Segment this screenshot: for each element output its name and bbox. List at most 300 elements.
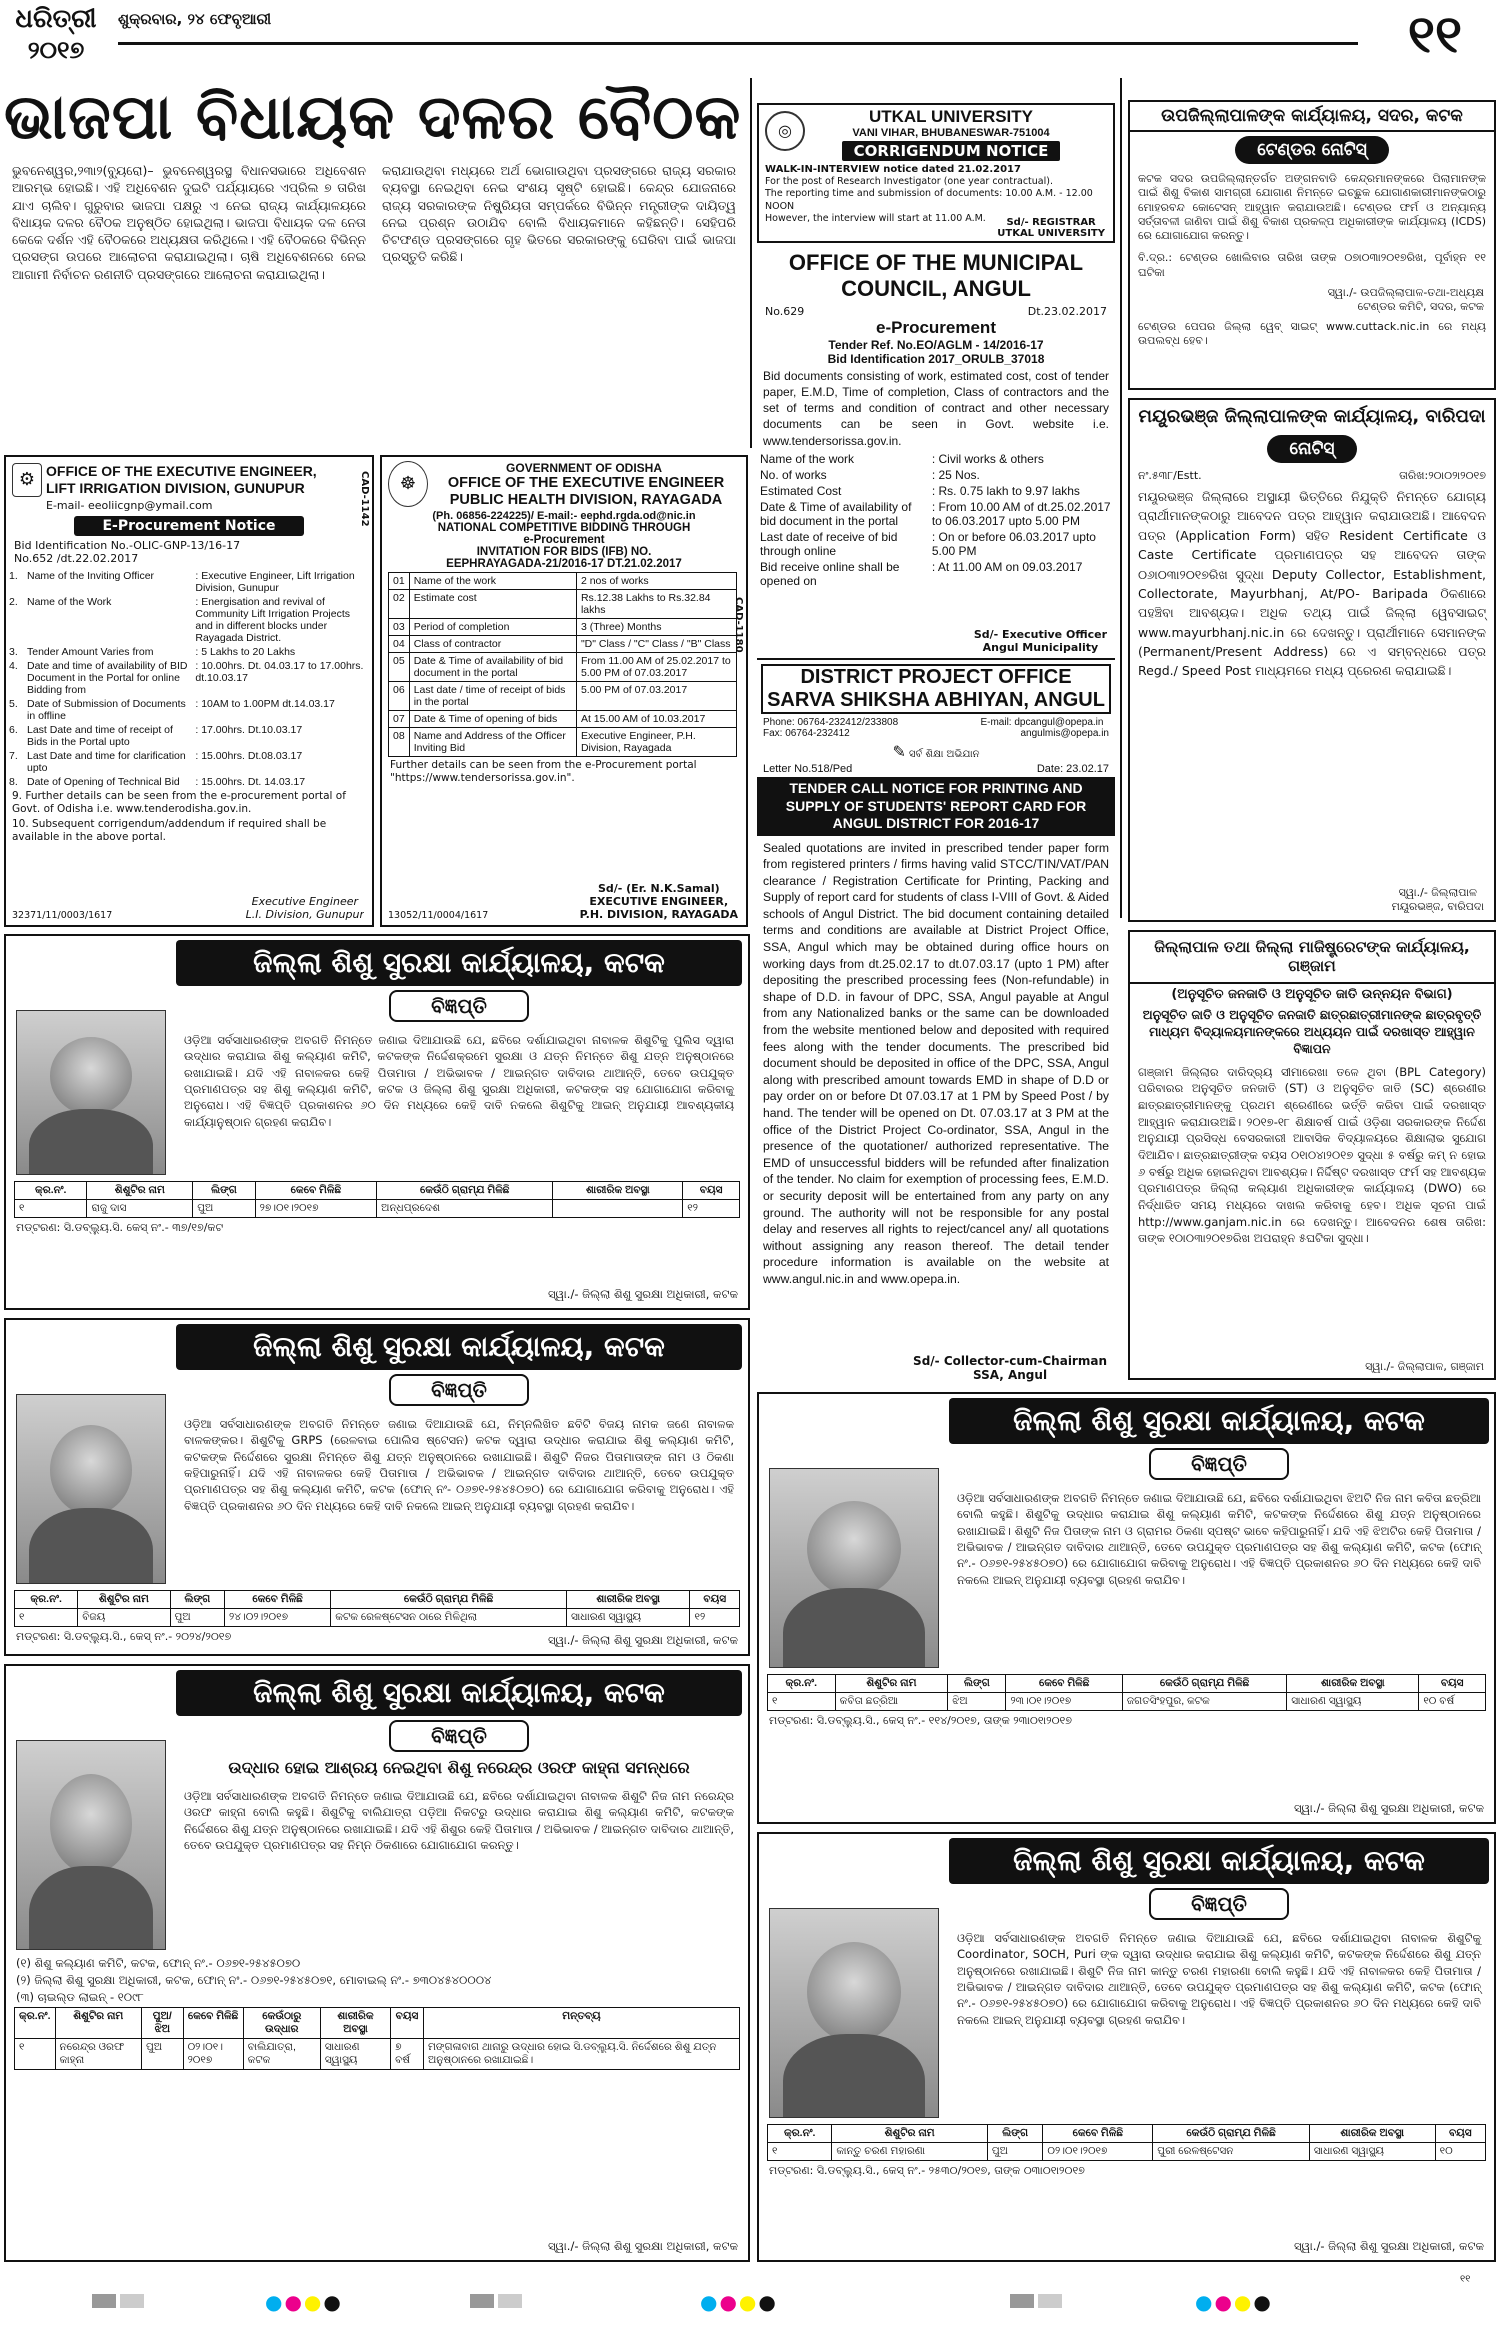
table-header: ଶିଶୁଟିର ନାମ	[55, 2008, 142, 2039]
utkal-l3: The reporting time and submission of documents: 10.00 A.M. - 12.00 NOON	[765, 188, 1093, 212]
mb-sig1: ସ୍ୱା./- ଜିଲ୍ଲାପାଳ	[1398, 886, 1477, 899]
gj-sub: (ଅନୁସୂଚିତ ଜନଜାତି ଓ ଅନୁସୂଚିତ ଜାତି ଉନ୍ନୟନ ବିଭାଗ)	[1171, 987, 1453, 1002]
table-header-row	[15, 2008, 740, 2039]
table-header: କ୍ର.ନଂ.	[768, 2125, 832, 2143]
table-cell: : Civil works & others	[931, 451, 1044, 466]
child-ad-table	[14, 1590, 740, 1627]
table-row	[6, 569, 372, 595]
notice-gunupur	[4, 455, 374, 927]
table-header: କେଉଁଠି ଗ୍ରାମ୍ଯ ମିଳିଛି	[1153, 2125, 1310, 2143]
table-cell: "D" Class / "C" Class / "B" Class	[576, 635, 737, 652]
child-ad-contact: (୧) ଶିଶୁ କଲ୍ୟାଣ କମିଟି, କଟକ, ଫୋନ୍ ନଂ.- ୦୬୭୧-୨୫୪୫୦୭୦	[16, 1956, 301, 1970]
angul-sub: e-Procurement	[876, 317, 996, 337]
ssa-date: Date: 23.02.17	[1036, 763, 1109, 775]
utkal-sig2: UTKAL UNIVERSITY	[997, 228, 1105, 239]
table-row	[6, 659, 372, 697]
table-row	[15, 1609, 740, 1627]
table-cell: Last date / time of receipt of bids in the portal	[409, 681, 576, 710]
table-row	[389, 618, 737, 635]
table-header: ଶାରୀରିକ ଅବସ୍ଥା	[1309, 2125, 1435, 2143]
child-ad-body: ଓଡ଼ିଆ ସର୍ବସାଧାରଣଙ୍କ ଅବଗତି ନିମନ୍ତେ ଜଣାଇ ଦିଆଯାଉଛି ଯେ, ଛବିରେ ଦର୍ଶାଯାଇଥିବା ଝିଅଟି ନିଜ ନାମ କବିତା ଛତ୍ରିଆ ବୋଲି କହୁଛି। ଶିଶୁଟିକୁ ଉଦ୍ଧାର କରାଯାଇ ଶିଶୁ କଲ୍ୟାଣ କମିଟି, କଟକଙ୍କ ନିର୍ଦ୍ଦେଶରେ ଶିଶୁ ଯତ୍ନ ଅନୁଷ୍ଠାନରେ ରଖାଯାଇଛି। ଶିଶୁଟି ନିଜ ପିତାଙ୍କ ନାମ ଓ ଗ୍ରାମର ଠିକଣା ସ୍ପଷ୍ଟ ଭାବେ କହିପାରୁନାହିଁ। ଯଦି ଏହି ଝିଅଟିର କେହି ପିତାମାତା / ଅଭିଭାବକ / ଆଇନ୍‌ଗତ ଦାବିଦାର ଥାଆନ୍ତି, ତେବେ ଉପଯୁକ୍ତ ପ୍ରମାଣପତ୍ର ସହ ଶିଶୁ କଲ୍ୟାଣ କମିଟି, କଟକ (ଫୋନ୍ ନଂ.- ୦୬୭୧-୨୫୪୫୦୭୦) ରେ ଯୋଗାଯୋଗ କରିବାକୁ ଅନୁରୋଧ। ଏହି ବିଜ୍ଞପ୍ତି ପ୍ରକାଶନର ୬୦ ଦିନ ମଧ୍ୟରେ କେହି ଦାବି ନକଲେ ଆଇନ୍‌ ଅନୁଯାୟୀ ବ୍ୟବସ୍ଥା ଗ୍ରହଣ କରାଯିବ।	[957, 1491, 1481, 1587]
paper-logo	[6, 2, 106, 68]
child-ad-signature: ସ୍ୱା./- ଜିଲ୍ଲା ଶିଶୁ ସୁରକ୍ଷା ଅଧିକାରୀ, କଟକ	[548, 1633, 738, 1647]
table-cell: ୧୦	[1435, 2143, 1485, 2161]
table-header: ବୟସ	[683, 1182, 740, 1200]
phd-sub3: INVITATION FOR BIDS (IFB) NO.	[476, 545, 652, 558]
table-cell: Executive Engineer, P.H. Division, Rayagada	[576, 727, 737, 756]
table-header: ଲିଙ୍ଗ	[987, 2125, 1043, 2143]
table-header: ବୟସ	[1435, 2125, 1485, 2143]
table-cell: 4.	[9, 659, 18, 672]
ssa-sig1: Sd/- Collector-cum-Chairman	[913, 1354, 1107, 1368]
child-ad-body: ଓଡ଼ିଆ ସର୍ବସାଧାରଣଙ୍କ ଅବଗତି ନିମନ୍ତେ ଜଣାଇ ଦିଆଯାଉଛି ଯେ, ଛବିରେ ଦର୍ଶାଯାଇଥିବା ନାବାଳକ ଶିଶୁଟିକୁ ପୁଲିସ ଦ୍ୱାରା ଉଦ୍ଧାର କରାଯାଇ ଶିଶୁ କଲ୍ୟାଣ କମିଟି, କଟକଙ୍କ ନିର୍ଦ୍ଦେଶକ୍ରମେ ସୁରକ୍ଷା ଓ ଯତ୍ନ ନିମନ୍ତେ ଶିଶୁ ଯତ୍ନ ଅନୁଷ୍ଠାନରେ ରଖାଯାଇଛି। ଯଦି ଏହି ନାବାଳକର କେହି ପିତାମାତା / ଅଭିଭାବକ / ଆଇନ୍‌ଗତ ଦାବିଦାର ଥାଆନ୍ତି, ତେବେ ଉପଯୁକ୍ତ ପ୍ରମାଣପତ୍ର ସହ ଶିଶୁ କଲ୍ୟାଣ କମିଟି, କଟକ ଓ ଜିଲ୍ଲା ଶିଶୁ ସୁରକ୍ଷା ଅଧିକାରୀ, କଟକଙ୍କ ସହ ଯୋଗାଯୋଗ କରିବାକୁ ଅନୁରୋଧ। ଏହି ବିଜ୍ଞପ୍ତି ପ୍ରକାଶନର ୬୦ ଦିନ ମଧ୍ୟରେ କେହି ଦାବି ନକଲେ ଶିଶୁଟିକୁ ଆଇନ୍‌ ଅନୁଯାୟୀ ଆବଶ୍ୟକୀୟ କାର୍ଯ୍ୟାନୁଷ୍ଠାନ ଗ୍ରହଣ କରାଯିବ।	[184, 1033, 734, 1129]
mb-no: ନଂ.୫୩୮/Estt.	[1138, 469, 1202, 482]
masthead-date: ଶୁକ୍ରବାର, ୨୪ ଫେବୃଆରୀ	[118, 10, 272, 28]
gunupur-code: 32371/11/0003/1617	[12, 910, 113, 921]
table-header: ଶିଶୁଟିର ନାମ	[87, 1182, 193, 1200]
table-cell: : On or before 06.03.2017 upto 5.00 PM	[931, 529, 1096, 558]
headline-title: ଭାଜପା ବିଧାୟକ ଦଳର ବୈଠକ	[4, 80, 742, 153]
child-ad-1	[4, 934, 750, 1310]
table-cell: 07	[389, 710, 410, 727]
notice-angul-municipal	[757, 248, 1115, 660]
reg-dots-2: ●●●●	[700, 2290, 778, 2312]
table-row	[757, 483, 1115, 499]
gunupur-bid: Bid Identification No.-OLIC-GNP-13/16-17	[14, 538, 241, 552]
table-header: କେବେ ମିଳିଛି	[255, 1182, 377, 1200]
utkal-logo: ◎	[765, 111, 805, 151]
table-cell: କଟକ ରେଳଷ୍ଟେସନ ଠାରେ ମିଳିଥିଲା	[331, 1609, 567, 1627]
ct-body: କଟକ ସଦର ଉପଜିଲ୍ଲାନ୍ତର୍ଗତ ଅଙ୍ଗନବାଡି କେନ୍ଦ୍ରମାନଙ୍କରେ ପିଲାମାନଙ୍କ ପାଇଁ ଶିଶୁ ବିକାଶ ସାମଗ୍ରୀ ଯୋଗାଣ ନିମନ୍ତେ ଇଚ୍ଛୁକ ଯୋଗାଣକାରୀମାନଙ୍କଠାରୁ ମୋହରବନ୍ଦ କୋଟେସନ୍ ଆହ୍ୱାନ କରାଯାଉଅଛି। ଟେଣ୍ଡର ଫର୍ମ ଓ ଅନ୍ୟାନ୍ୟ ସର୍ତ୍ତାବଳୀ ଜାଣିବା ପାଇଁ ଶିଶୁ ବିକାଶ ପ୍ରକଳ୍ପ ଅଧିକାରୀଙ୍କ କାର୍ଯ୍ୟାଳୟ (ICDS) ରେ ଯୋଗାଯୋଗ କରନ୍ତୁ।	[1138, 172, 1486, 243]
table-cell: : From 10.00 AM of dt.25.02.2017 to 06.03.2017 upto 5.00 PM	[931, 499, 1111, 528]
notice-ganjam	[1128, 930, 1496, 1380]
table-cell: 08	[389, 727, 410, 756]
phd-code: 13052/11/0004/1617	[388, 910, 489, 921]
child-ad-body: ଓଡ଼ିଆ ସର୍ବସାଧାରଣଙ୍କ ଅବଗତି ନିମନ୍ତେ ଜଣାଇ ଦିଆଯାଉଛି ଯେ, ଛବିରେ ଦର୍ଶାଯାଇଥିବା ନାବାଳକ ଶିଶୁଟିକୁ Coordinator, SOCH, Puri ଙ୍କ ଦ୍ୱାରା ଉଦ୍ଧାର କରାଯାଇ ଶିଶୁ କଲ୍ୟାଣ କମିଟି, କଟକଙ୍କ ନିର୍ଦ୍ଦେଶରେ ଶିଶୁ ଯତ୍ନ ଅନୁଷ୍ଠାନରେ ରଖାଯାଇଛି। ଶିଶୁଟି ନିଜ ନାମ କାନ୍ତୁ ଚରଣ ମହାରଣା ବୋଲି କହୁଛି। ଯଦି ଏହି ନାବାଳକର କେହି ପିତାମାତା / ଅଭିଭାବକ / ଆଇନ୍‌ଗତ ଦାବିଦାର ଥାଆନ୍ତି, ତେବେ ଉପଯୁକ୍ତ ପ୍ରମାଣପତ୍ର ସହ ଶିଶୁ କଲ୍ୟାଣ କମିଟି, କଟକ (ଫୋନ୍ ନଂ.- ୦୬୭୧-୨୫୪୫୦୭୦) ରେ ଯୋଗାଯୋଗ କରିବାକୁ ଅନୁରୋଧ। ଏହି ବିଜ୍ଞପ୍ତି ପ୍ରକାଶନର ୬୦ ଦିନ ମଧ୍ୟରେ କେହି ଦାବି ନକଲେ ଆଇନ୍‌ ଅନୁଯାୟୀ ବ୍ୟବସ୍ଥା ଗ୍ରହଣ କରାଯିବ।	[957, 1931, 1481, 2027]
child-photo	[769, 1468, 939, 1668]
headline-story	[4, 78, 744, 446]
phd-sig2: EXECUTIVE ENGINEER,	[589, 895, 729, 908]
table-cell: : Energisation and revival of Community Lift Irrigation Projects and in different blocks under Rayagada District.	[195, 595, 350, 644]
paper-year: ୨୦୧୭	[27, 36, 85, 64]
table-cell: : 10.00hrs. Dt. 04.03.17 to 17.00hrs. dt.10.03.17	[195, 659, 364, 684]
table-cell: Name of the Inviting Officer	[27, 569, 155, 582]
table-row	[389, 710, 737, 727]
child-ad-signature: ସ୍ୱା./- ଜିଲ୍ଲା ଶିଶୁ ସୁରକ୍ଷା ଅଧିକାରୀ, କଟକ	[548, 2239, 738, 2253]
ct-sig1: ସ୍ୱା./- ଉପଜିଲ୍ଲାପାଳ-ତଥା-ଅଧ୍ୟକ୍ଷ	[1327, 286, 1484, 300]
table-cell: Date & Time of availability of bid document in the portal	[760, 499, 912, 528]
gj-sig: ସ୍ୱା./- ଜିଲ୍ଲାପାଳ, ଗଞ୍ଜାମ	[1365, 1360, 1484, 1373]
gj-body: ଗଞ୍ଜାମ ଜିଲ୍ଲାର ଦାରିଦ୍ର୍ୟ ସୀମାରେଖା ତଳେ ଥିବା (BPL Category) ପରିବାରର ଅନୁସୂଚିତ ଜନଜାତି (ST) ଓ ଅନୁସୂଚିତ ଜାତି (SC) ଶ୍ରେଣୀର ଛାତ୍ରଛାତ୍ରୀମାନଙ୍କୁ ପ୍ରଥମ ଶ୍ରେଣୀରେ ଭର୍ତ୍ତି କରିବା ପାଇଁ ଦରଖାସ୍ତ ଆହ୍ୱାନ କରାଯାଉଅଛି। ୨୦୧୭-୧୮ ଶିକ୍ଷାବର୍ଷ ପାଇଁ ଓଡ଼ିଶା ସରକାରଙ୍କ ନିର୍ଦ୍ଦେଶ ଅନୁଯାୟୀ ପ୍ରସିଦ୍ଧ ବେସରକାରୀ ଆବାସିକ ବିଦ୍ୟାଳୟରେ ଶିକ୍ଷାଲାଭ ସୁଯୋଗ ଦିଆଯିବ। ଛାତ୍ରଛାତ୍ରୀଙ୍କ ବୟସ ୦୧ା୦୪ା୨୦୧୭ ସୁଦ୍ଧା ୫ ବର୍ଷରୁ କମ୍ ନ ହୋଇ ୬ ବର୍ଷରୁ ଅଧିକ ହୋଇନଥିବା ଆବଶ୍ୟକ। ନିର୍ଦ୍ଦିଷ୍ଟ ଦରଖାସ୍ତ ଫର୍ମ ସହ ଆବଶ୍ୟକ ପ୍ରମାଣପତ୍ର ଜିଲ୍ଲା କଲ୍ୟାଣ ଅଧିକାରୀଙ୍କ କାର୍ଯ୍ୟାଳୟ (DWO) ରେ ନିର୍ଦ୍ଧାରିତ ସମୟ ମଧ୍ୟରେ ଦାଖଲ କରିବାକୁ ହେବ। ଅଧିକ ସୂଚନା ପାଇଁ http://www.ganjam.nic.in ରେ ଦେଖନ୍ତୁ। ଆବେଦନର ଶେଷ ତାରିଖ: ତାଙ୍କ ୧୦ା୦୩ା୨୦୧୭ରିଖ ଅପରାହ୍ନ ୫ଘଟିକା ସୁଦ୍ଧା।	[1138, 1064, 1486, 1246]
odisha-emblem: ☸	[388, 461, 428, 507]
child-ad-contact: (୩) ଚାଇଲ୍ଡ ଲାଇନ୍ - ୧୦୯୮	[16, 1990, 144, 2004]
table-header: କେଉଁଠି ଗ୍ରାମ୍ଯ ମିଳିଛି	[331, 1591, 567, 1609]
notice-cuttack-tender	[1128, 100, 1496, 390]
table-row	[757, 559, 1115, 589]
table-cell: ୧	[15, 2039, 56, 2070]
headline-body-left: ଭୁବନେଶ୍ୱର,୨୩ା୨(ବ୍ୟୁରୋ)– ଭୁବନେଶ୍ୱରସ୍ଥ ବିଧାନସଭାରେ ଅଧିବେଶନ ଆରମ୍ଭ ହୋଇଛି। ଏହି ଅଧିବେଶନ ଦୁଇଟି ପର୍ଯ୍ୟାୟରେ ଏପ୍ରିଲ ୭ ତାରିଖ ଯାଏ ଚାଲିବ। ଗୁରୁବାର ଭାଜପା ପକ୍ଷରୁ ଏ ନେଇ ରାଜ୍ୟ କାର୍ଯ୍ୟାଳୟରେ ବିଧାୟକ ଦଳର ବୈଠକ ଅନୁଷ୍ଠିତ ହୋଇଥିଲା। ଭାଜପା ବିଧାୟକ ଦଳ ନେତା କେକେ ଦର୍ଶନ ଏହି ବୈଠକରେ ଅଧ୍ୟକ୍ଷତା କରିଥିଲେ। ଏହି ବୈଠକରେ ବିଭିନ୍ନ ପ୍ରସଙ୍ଗ ଉପରେ ଆଲୋଚନା କରାଯାଇଥିଲା। ଚାଷି ଅଧିବେଶନରେ ନେଇ ଆଗାମୀ ନିର୍ବାଚନ ରଣନୀତି ପ୍ରସଙ୍ଗରେ ଆଲୋଚନା କରାଯାଇଥିଲା।	[12, 163, 366, 282]
utkal-l1: WALK-IN-INTERVIEW notice dated 21.02.2017	[765, 164, 1021, 175]
photo-face	[807, 1501, 901, 1596]
table-cell: ସାଧାରଣ ସ୍ୱାସ୍ଥ୍ୟ	[1309, 2143, 1435, 2161]
child-photo	[16, 1740, 166, 1950]
child-ad-4	[757, 1392, 1496, 1824]
table-cell: At 15.00 AM of 10.03.2017	[576, 710, 737, 727]
child-ad-signature: ସ୍ୱା./- ଜିଲ୍ଲା ଶିଶୁ ସୁରକ୍ଷା ଅଧିକାରୀ, କଟକ	[548, 1287, 738, 1301]
table-header: କେଉଁଠାରୁ ଉଦ୍ଧାର	[243, 2008, 320, 2039]
child-ad-ref: ମଡ୍ଟରଣ: ସି.ଡବ୍ଲ୍ୟୁ.ସି., କେସ୍ ନଂ.- ୧୧୪/୨୦୧୭, ତାଙ୍କ ୨୩ା୦୧ା୨୦୧୭	[769, 1714, 1072, 1727]
table-cell: : 17.00hrs. Dt.10.03.17	[195, 723, 303, 736]
table-header: କେଉଁଠି ଗ୍ରାମ୍ଯ ମିଳିଛି	[377, 1182, 553, 1200]
table-cell: ଜଗତସିଂହପୁର, କଟକ	[1122, 1693, 1286, 1711]
phd-gov: GOVERNMENT OF ODISHA	[505, 461, 662, 475]
table-cell: 01	[389, 572, 410, 589]
child-ad-signature: ସ୍ୱା./- ଜିଲ୍ଲା ଶିଶୁ ସୁରକ୍ଷା ଅଧିକାରୀ, କଟକ	[1294, 2239, 1484, 2253]
ssa-body: Sealed quotations are invited in prescribed tender paper form from registered printers / firms having valid STCC/TIN/VAT/PAN clearance / Registration Certificate for Printing, Packing and Supply of report card for students of class I-VIII of Govt. & Aided schools of Angul District. The bid document containing detailed terms and conditions are available at District Project Office, SSA, Angul which may be obtained during office hours on working days from dt.25.02.17 to dt.07.03.17 (upto 1 PM) after depositing the prescribed processing fees (Non-refundable) in shape of D.D. in favour of DPC, SSA, Angul payable at Angul from any Nationalized banks or the same can be downloaded from the website mentioned below and deposited with required fees along with the tender documents. The prescribed bid document should be deposited in office of the DPC, SSA, Angul along with prescribed amount towards EMD in shape of D.D or pay order on or before Dt 07.03.17 at 1 PM by Speed Post / by hand. The tender will be opened on Dt. 07.03.17 at 3 PM at the office of the District Project Co-ordinator, SSA, Angul in the presence of the quotationer/ authorized representative. The EMD of unsuccessful bidders will be refunded after finalization of the tender. No claim for exemption of processing fees, E.M.D. or security deposit will be entertained from any party on any ground. The authority will not be responsible for any postal delay and reserves all rights to reject/cancel any/ all quotations without assigning any reason thereof. The detail tender procedure information is available on the website at www.angul.nic.in and www.opepa.in.	[763, 840, 1109, 1286]
table-header: ବୟସ	[690, 1591, 740, 1609]
child-ad-table	[14, 2007, 740, 2070]
child-photo	[16, 1394, 166, 1584]
table-cell: Period of completion	[409, 618, 576, 635]
photo-body	[783, 1588, 924, 1668]
phd-sub1: NATIONAL COMPETITIVE BIDDING THROUGH	[437, 521, 691, 534]
utkal-sig1: Sd/- REGISTRAR	[1006, 217, 1096, 228]
phd-side: CAD-1180	[733, 597, 744, 653]
table-row	[6, 749, 372, 775]
child-ad-title: ଜିଲ୍ଲା ଶିଶୁ ସୁରକ୍ଷା କାର୍ଯ୍ୟାଳୟ, କଟକ	[949, 1398, 1489, 1444]
table-cell: ୭ ବର୍ଷ	[391, 2039, 424, 2070]
phd-table	[388, 572, 737, 757]
table-row	[757, 529, 1115, 559]
table-cell: 06	[389, 681, 410, 710]
table-cell: ୦୨।୦୧।୨୦୧୭	[183, 2039, 243, 2070]
reg-gray-1	[92, 2294, 116, 2308]
photo-body	[29, 1109, 153, 1175]
table-cell: ପୁଅ	[170, 1609, 225, 1627]
notice-ssa-angul	[757, 664, 1115, 1386]
gunupur-title: OFFICE OF THE EXECUTIVE ENGINEER, LIFT IRRIGATION DIVISION, GUNUPUR	[46, 463, 317, 496]
paper-name: ଧରିତ୍ରୀ	[15, 4, 97, 34]
table-cell: ବାଲିଯାତ୍ରା, କଟକ	[243, 2039, 320, 2070]
child-ad-body: ଓଡ଼ିଆ ସର୍ବସାଧାରଣଙ୍କ ଅବଗତି ନିମନ୍ତେ ଜଣାଇ ଦିଆଯାଉଛି ଯେ, ଛବିରେ ଦର୍ଶାଯାଇଥିବା ନାବାଳକ ଶିଶୁଟି ନିଜ ନାମ ନରେନ୍ଦ୍ର ଓରଫ କାହ୍ନା ବୋଲି କହୁଛି। ଶିଶୁଟିକୁ ବାଲିଯାତ୍ରା ପଡ଼ିଆ ନିକଟରୁ ଉଦ୍ଧାର କରାଯାଇ ଶିଶୁ କଲ୍ୟାଣ କମିଟି, କଟକଙ୍କ ନିର୍ଦ୍ଦେଶରେ ଶିଶୁ ଯତ୍ନ ଅନୁଷ୍ଠାନରେ ରଖାଯାଇଛି। ଯଦି ଏହି ଶିଶୁର କେହି ପିତାମାତା / ଅଭିଭାବକ / ଆଇନ୍‌ଗତ ଦାବିଦାର ଥାଆନ୍ତି, ତେବେ ଉପଯୁକ୍ତ ପ୍ରମାଣପତ୍ର ସହ ନିମ୍ନ ଠିକଣାରେ ଯୋଗାଯୋଗ କରନ୍ତୁ।	[184, 1789, 734, 1852]
reg-gray-2	[120, 2294, 144, 2308]
table-cell: Bid receive online shall be opened on	[760, 559, 900, 588]
ssa-logo: ✎ ସର୍ବ ଶିକ୍ଷା ଅଭିଯାନ	[892, 742, 980, 761]
table-header: କ୍ର.ନଂ.	[15, 1182, 87, 1200]
child-ad-5	[757, 1832, 1496, 2262]
table-cell: ୨୭।୦୧।୨୦୧୭	[255, 1200, 377, 1218]
table-cell: ପୁଅ	[193, 1200, 255, 1218]
table-cell: ମଙ୍ଗଳାବାଗ ଥାନାରୁ ଉଦ୍ଧାର ହୋଇ ସି.ଡବ୍ଲ୍ୟୁ.ସି. ନିର୍ଦ୍ଦେଶରେ ଶିଶୁ ଯତ୍ନ ଅନୁଷ୍ଠାନରେ ରଖାଯାଇଛି।	[423, 2039, 739, 2070]
table-cell: : 10AM to 1.00PM dt.14.03.17	[195, 697, 335, 710]
table-cell: Date and time of availability of BID Document in the Portal for online Bidding from	[27, 659, 188, 696]
ssa-email2: angulmis@opepa.in	[1020, 728, 1109, 739]
child-ad-banner: ବିଜ୍ଞପ୍ତି	[389, 990, 529, 1022]
child-ad-contact: (୨) ଜିଲ୍ଲା ଶିଶୁ ସୁରକ୍ଷା ଅଧିକାରୀ, କଟକ, ଫୋନ୍ ନଂ.- ୦୬୭୧-୨୫୪୫୦୭୧, ମୋବାଇଲ୍ ନଂ.- ୭୩୦୪୫୪୦୦୦୪	[16, 1973, 492, 1987]
table-header: ଶିଶୁଟିର ନାମ	[835, 1675, 948, 1693]
table-cell: ୨୪।୦୨।୨୦୧୭	[225, 1609, 331, 1627]
phd-contact: (Ph. 06856-224225)/ E-mail:- eephd.rgda.od@nic.in	[432, 509, 696, 522]
angul-sig1: Sd/- Executive Officer	[973, 628, 1107, 641]
footer-registration	[0, 2270, 1500, 2335]
mb-banner: ନୋଟିସ୍	[1267, 435, 1356, 463]
table-header: କେବେ ମିଳିଛି	[1006, 1675, 1122, 1693]
table-row	[757, 451, 1115, 467]
table-cell: 6.	[9, 723, 18, 736]
child-ad-banner: ବିଜ୍ଞପ୍ତି	[1149, 1888, 1289, 1920]
table-row	[15, 2039, 740, 2070]
table-cell: ୧	[768, 2143, 832, 2161]
table-header: ଶାରୀରିକ ଅବସ୍ଥା	[566, 1591, 690, 1609]
angul-sig2: Angul Municipality	[982, 641, 1099, 654]
table-header: ଶାରୀରିକ ଅବସ୍ଥା	[553, 1182, 683, 1200]
ssa-letter: Letter No.518/Ped	[763, 763, 853, 775]
ssa-email: E-mail: dpcangul@opepa.in	[980, 717, 1104, 728]
reg-dots-1: ●●●●	[265, 2290, 343, 2312]
table-cell: କାନ୍ତୁ ଚରଣ ମହାରଣା	[832, 2143, 987, 2161]
table-cell: 5.	[9, 697, 18, 710]
utkal-addr: VANI VIHAR, BHUBANESWAR-751004	[852, 127, 1050, 139]
table-cell: 5.00 PM of 07.03.2017	[576, 681, 737, 710]
gunupur-side: CAD-1142	[359, 471, 370, 527]
phd-sig1: Sd/- (Er. N.K.Samal)	[597, 882, 720, 895]
child-ad-ref: ମଡ୍ଟରଣ: ସି.ଡବ୍ଲ୍ୟୁ.ସି., କେସ୍ ନଂ.- ୨୫୩୦/୨୦୧୭, ତାଙ୍କ ୦୩ା୦୧ା୨୦୧୭	[769, 2164, 1085, 2177]
table-cell: 3.	[9, 645, 18, 658]
gunupur-note9: 9. Further details can be seen from the e-procurement portal of Govt. of Odisha i.e. www.tenderodisha.gov.in.	[12, 789, 346, 815]
reg-gray-6	[1038, 2294, 1062, 2308]
table-cell: Estimated Cost	[760, 483, 842, 498]
ssa-logo-text: ସର୍ବ ଶିକ୍ଷା ଅଭିଯାନ	[909, 749, 980, 760]
child-photo	[769, 1908, 939, 2118]
table-header: ଶିଶୁଟିର ନାମ	[832, 2125, 987, 2143]
table-cell: Class of contractor	[409, 635, 576, 652]
table-cell: Name of the work	[409, 572, 576, 589]
photo-body	[29, 1866, 153, 1950]
photo-face	[50, 1425, 133, 1515]
table-header: ମନ୍ତବ୍ୟ	[423, 2008, 739, 2039]
gunupur-note10: 10. Subsequent corrigendum/addendum if required shall be available in the above portal.	[12, 817, 327, 843]
gj-subhead: ଅନୁସୂଚିତ ଜାତି ଓ ଅନୁସୂଚିତ ଜନଜାତି ଛାତ୍ରଛାତ୍ରୀମାନଙ୍କ ଛାତ୍ରବୃତ୍ତି ମାଧ୍ୟମ ବିଦ୍ୟାଳୟମାନଙ୍କରେ ଅଧ୍ୟୟନ ପାଇଁ ଦରଖାସ୍ତ ଆହ୍ୱାନ ବିଜ୍ଞାପନ	[1142, 1007, 1482, 1056]
table-row	[6, 595, 372, 645]
ssa-sig2: SSA, Angul	[972, 1368, 1048, 1382]
table-cell: Rs.12.38 Lakhs to Rs.32.84 lakhs	[576, 589, 737, 618]
child-ad-ref: ମଡ୍ଟରଣ: ସି.ଡବ୍ଲ୍ୟୁ.ସି., କେସ୍ ନଂ.- ୨୦୨୪/୨୦୧୭	[16, 1630, 232, 1643]
table-header: କ୍ର.ନଂ.	[768, 1675, 836, 1693]
table-header: ଲିଙ୍ଗ	[170, 1591, 225, 1609]
gunupur-no: No.652 /dt.22.02.2017	[14, 551, 139, 565]
table-header: କେବେ ମିଳିଛି	[1043, 2125, 1153, 2143]
table-cell: ପୁରୀ ରେଳଷ୍ଟେସନ	[1153, 2143, 1310, 2161]
utkal-title: UTKAL UNIVERSITY	[868, 107, 1034, 126]
child-ad-signature: ସ୍ୱା./- ଜିଲ୍ଲା ଶିଶୁ ସୁରକ୍ଷା ଅଧିକାରୀ, କଟକ	[1294, 1801, 1484, 1815]
table-header: ଶିଶୁଟିର ନାମ	[78, 1591, 170, 1609]
table-row	[768, 1693, 1486, 1711]
table-cell: Date of Opening of Technical Bid	[27, 775, 180, 788]
table-row	[6, 723, 372, 749]
table-cell: ୧	[15, 1609, 78, 1627]
table-row	[389, 635, 737, 652]
photo-face	[50, 1774, 133, 1874]
table-cell: ବିଜୟ	[78, 1609, 170, 1627]
table-cell: ୧୨	[683, 1200, 740, 1218]
table-row	[389, 589, 737, 618]
reg-dots-3: ●●●●	[1195, 2290, 1273, 2312]
table-header: ଶାରୀରିକ ଅବସ୍ଥା	[1287, 1675, 1419, 1693]
child-ad-subtitle: ଉଦ୍ଧାର ହୋଇ ଆଶ୍ରୟ ନେଇଥିବା ଶିଶୁ ନରେନ୍ଦ୍ର ଓରଫ କାହ୍ନା ସମନ୍ଧରେ	[228, 1758, 690, 1777]
table-header: କ୍ର.ନଂ.	[15, 1591, 78, 1609]
table-cell: Date of Submission of Documents in offline	[27, 697, 186, 722]
child-ad-banner: ବିଜ୍ଞପ୍ତି	[1149, 1448, 1289, 1480]
phd-sub4: EEPHRAYAGADA-21/2016-17 DT.21.02.2017	[446, 557, 682, 570]
table-row	[389, 681, 737, 710]
child-ad-ref: ମଡ୍ଟରଣ: ସି.ଡବ୍ଲ୍ୟୁ.ସି. କେସ୍ ନଂ.- ୩୭/୧୭/କଟ	[16, 1221, 224, 1234]
child-ad-body: ଓଡ଼ିଆ ସର୍ବସାଧାରଣଙ୍କ ଅବଗତି ନିମନ୍ତେ ଜଣାଇ ଦିଆଯାଉଛି ଯେ, ନିମ୍ନଲିଖିତ ଛବିଟି ବିଜୟ ନାମକ ଜଣେ ନାବାଳକ ବାଳକଙ୍କର। ଶିଶୁଟିକୁ GRPS (ରେଳବାଇ ପୋଲିସ ଷ୍ଟେସନ) କଟକ ଦ୍ୱାରା ଉଦ୍ଧାର କରାଯାଇ ଶିଶୁ କଲ୍ୟାଣ କମିଟି, କଟକଙ୍କ ନିର୍ଦ୍ଦେଶରେ ସୁରକ୍ଷା ନିମନ୍ତେ ଶିଶୁ ଯତ୍ନ ଅନୁଷ୍ଠାନରେ ରଖାଯାଇଛି। ଶିଶୁଟି ନିଜର ପିତାମାତାଙ୍କ ନାମ ଓ ଠିକଣା କହିପାରୁନାହିଁ। ଯଦି ଏହି ନାବାଳକର କେହି ପିତାମାତା / ଅଭିଭାବକ / ଆଇନ୍‌ଗତ ଦାବିଦାର ଥାଆନ୍ତି, ତେବେ ଉପଯୁକ୍ତ ପ୍ରମାଣପତ୍ର ସହ ଶିଶୁ କଲ୍ୟାଣ କମିଟି, କଟକ (ଫୋନ୍ ନଂ- ୦୬୭୧-୨୫୪୫୦୭୦) ରେ ଯୋଗାଯୋଗ କରିବାକୁ ଅନୁରୋଧ। ଏହି ବିଜ୍ଞପ୍ତି ପ୍ରକାଶନର ୬୦ ଦିନ ମଧ୍ୟରେ କେହି ଦାବି ନକଲେ ଆଇନ୍‌ ଅନୁଯାୟୀ ବ୍ୟବସ୍ଥା ଗ୍ରହଣ କରାଯିବ।	[184, 1417, 734, 1513]
gunupur-sig1: Executive Engineer	[251, 895, 359, 908]
reg-gray-4	[498, 2294, 522, 2308]
table-cell: 1.	[9, 569, 18, 582]
utkal-banner: CORRIGENDUM NOTICE	[842, 141, 1061, 161]
table-cell: ପୁଅ	[142, 2039, 184, 2070]
photo-body	[783, 2034, 924, 2118]
table-cell: No. of works	[760, 467, 827, 482]
reg-gray-3	[470, 2294, 494, 2308]
reg-gray-5	[1010, 2294, 1034, 2308]
table-cell: Last date of receive of bid through online	[760, 529, 898, 558]
table-header: ଲିଙ୍ଗ	[193, 1182, 255, 1200]
table-row	[389, 652, 737, 681]
table-cell: 8.	[9, 775, 18, 788]
table-cell: Date & Time of opening of bids	[409, 710, 576, 727]
gunupur-logo: ⚙	[12, 463, 42, 497]
table-cell: : 25 Nos.	[931, 467, 980, 482]
table-cell: ଅନ୍ଧପ୍ରଦେଶ	[377, 1200, 553, 1218]
gunupur-sig2: L.I. Division, Gunupur	[245, 908, 364, 921]
table-row	[389, 572, 737, 589]
headline-body-right: କରାଯାଉଥିବା ମଧ୍ୟରେ ଅର୍ଥ ଭୋଗାଉଥିବା ପ୍ରସଙ୍ଗରେ ରାଜ୍ୟ ସରକାର ବ୍ୟବସ୍ଥା ନେଇଥିବା ନେଇ ସଂଶୟ ସୃଷ୍ଟି ହୋଇଛି। କେନ୍ଦ୍ର ଯୋଜନାରେ ରାଜ୍ୟ ସରକାରଙ୍କ ନିଷ୍କ୍ରିୟତା ସମ୍ପର୍କରେ ବିଭିନ୍ନ ମନ୍ତ୍ରୀଙ୍କ ଦାୟିତ୍ୱ ନେଇ ପ୍ରଶ୍ନ ଉଠାଯିବ ବୋଲି ବିଧାୟକମାନେ କହିଛନ୍ତି। ସେହିପରି ଚିଟଫଣ୍ଡ ପ୍ରସଙ୍ଗରେ ଗୃହ ଭିତରେ ସରକାରଙ୍କୁ ଘେରିବା ପାଇଁ ଭାଜପା ପ୍ରସ୍ତୁତି କରିଛି।	[382, 163, 736, 265]
child-ad-table	[14, 1181, 740, 1218]
ct-web: ଟେଣ୍ଡର ପେପର ଜିଲ୍ଲା ୱେବ୍ ସାଇଟ୍ www.cuttack.nic.in ରେ ମଧ୍ୟ ଉପଲବ୍ଧ ହେବ।	[1138, 320, 1486, 348]
child-ad-title: ଜିଲ୍ଲା ଶିଶୁ ସୁରକ୍ଷା କାର୍ଯ୍ୟାଳୟ, କଟକ	[176, 1670, 742, 1716]
table-cell: From 11.00 AM of 25.02.2017 to 5.00 PM of 07.03.2017	[576, 652, 737, 681]
table-cell: ୨୩।୦୧।୨୦୧୭	[1006, 1693, 1122, 1711]
table-cell: ୦୨।୦୧।୨୦୧୭	[1043, 2143, 1153, 2161]
table-row	[389, 727, 737, 756]
table-header: କେବେ ମିଳିଛି	[225, 1591, 331, 1609]
table-cell: Tender Amount Varies from	[27, 645, 154, 658]
table-cell	[553, 1200, 683, 1218]
ct-sig2: ଟେଣ୍ଡର କମିଟି, ସଦର, କଟକ	[1357, 300, 1484, 314]
table-cell: : Rs. 0.75 lakh to 9.97 lakhs	[931, 483, 1080, 498]
table-cell: : 5 Lakhs to 20 Lakhs	[195, 645, 296, 658]
table-cell: : 15.00hrs. Dt. 14.03.17	[195, 775, 306, 788]
masthead	[0, 0, 1500, 75]
table-cell: Last Date and time for clarification upto	[27, 749, 186, 774]
table-cell: କବିତା ଛତ୍ରିଆ	[835, 1693, 948, 1711]
table-row	[6, 697, 372, 723]
table-cell: Name of the Work	[27, 595, 112, 608]
table-cell: Name of the work	[760, 451, 855, 466]
gunupur-email: E-mail- eeoliicgnp@ymail.com	[46, 498, 213, 512]
child-ad-table	[767, 1674, 1486, 1711]
table-cell: ସାଧାରଣ ସ୍ୱାସ୍ଥ୍ୟ	[320, 2039, 390, 2070]
table-row	[757, 467, 1115, 483]
table-cell: Estimate cost	[409, 589, 576, 618]
ssa-t2: SARVA SHIKSHA ABHIYAN, ANGUL	[767, 689, 1105, 711]
child-ad-3	[4, 1664, 750, 2262]
ct-banner: ଟେଣ୍ଡର ନୋଟିସ୍	[1235, 136, 1389, 164]
table-header-row	[15, 1182, 740, 1200]
table-cell: 04	[389, 635, 410, 652]
table-cell: 3 (Three) Months	[576, 618, 737, 635]
angul-title: OFFICE OF THE MUNICIPAL COUNCIL, ANGUL	[788, 250, 1084, 302]
table-cell: ଝିଅ	[948, 1693, 1006, 1711]
mb-title: ମୟୂରଭଞ୍ଜ ଜିଲ୍ଲାପାଳଙ୍କ କାର୍ଯ୍ୟାଳୟ, ବାରିପଦା	[1138, 406, 1486, 427]
photo-face	[50, 1037, 133, 1115]
child-ad-banner: ବିଜ୍ଞପ୍ତି	[389, 1374, 529, 1406]
angul-table	[757, 451, 1115, 589]
table-header-row	[768, 2125, 1486, 2143]
table-header: ବୟସ	[1419, 1675, 1486, 1693]
utkal-l4: However, the interview will start at 11.00 A.M.	[765, 213, 986, 225]
utkal-l2: For the post of Research Investigator (one year contractual).	[765, 176, 1053, 187]
child-ad-table	[767, 2124, 1486, 2161]
table-row	[6, 645, 372, 659]
gunupur-table	[6, 569, 372, 789]
angul-tender: Tender Ref. No.EO/AGLM - 14/2016-17	[828, 337, 1044, 352]
table-cell: ସାଧାରଣ ସ୍ୱାସ୍ଥ୍ୟ	[1287, 1693, 1419, 1711]
phd-title: OFFICE OF THE EXECUTIVE ENGINEER PUBLIC HEALTH DIVISION, RAYAGADA	[447, 475, 725, 509]
notice-phd	[380, 455, 748, 927]
photo-body	[29, 1508, 153, 1584]
table-header: ପୁଅ/ ଝିଅ	[142, 2008, 184, 2039]
table-cell: 02	[389, 589, 410, 618]
gunupur-banner: E-Procurement Notice	[74, 516, 303, 536]
table-cell: ୧୦ ବର୍ଷ	[1419, 1693, 1486, 1711]
ssa-phone: Phone: 06764-232412/233808	[763, 717, 899, 728]
child-ad-title: ଜିଲ୍ଲା ଶିଶୁ ସୁରକ୍ଷା କାର୍ଯ୍ୟାଳୟ, କଟକ	[949, 1838, 1489, 1884]
table-cell: Date & Time of availability of bid document in the portal	[409, 652, 576, 681]
mb-date: ତାରିଖ:୨୦ା୦୨ା୨୦୧୭	[1399, 469, 1486, 482]
table-cell: ରାଜୁ ଦାସ	[87, 1200, 193, 1218]
table-header: ଲିଙ୍ଗ	[948, 1675, 1006, 1693]
gj-title: ଜିଲ୍ଲାପାଳ ତଥା ଜିଲ୍ଲା ମାଜିଷ୍ଟ୍ରେଟଙ୍କ କାର୍ଯ୍ୟାଳୟ, ଗଞ୍ଜାମ	[1130, 932, 1494, 984]
child-photo	[16, 1010, 166, 1175]
angul-bid: Bid Identification 2017_ORULB_37018	[827, 351, 1045, 366]
table-cell: ନରେନ୍ଦ୍ର ଓରଫ କାହ୍ନା	[55, 2039, 142, 2070]
table-cell: : Executive Engineer, Lift Irrigation Division, Gunupur	[195, 569, 355, 594]
table-header: ବୟସ	[391, 2008, 424, 2039]
child-ad-banner: ବିଜ୍ଞପ୍ତି	[389, 1720, 529, 1752]
phd-further: Further details can be seen from the e-Procurement portal "https://www.tendersorissa.gov.in".	[390, 758, 697, 784]
table-cell: 03	[389, 618, 410, 635]
angul-body: Bid documents consisting of work, estimated cost, cost of tender paper, E.M.D, Time of completion, Class of contractors and the set of terms and condition of contract and other necessary documents can be seen in Govt. website i.e. www.tendersorissa.gov.in.	[763, 368, 1109, 448]
photo-face	[807, 1942, 901, 2042]
table-header: କେବେ ମିଳିଛି	[183, 2008, 243, 2039]
table-cell: ୧୨	[690, 1609, 740, 1627]
notice-utkal	[757, 103, 1115, 243]
phd-sig3: P.H. DIVISION, RAYAGADA	[579, 908, 738, 921]
angul-no: No.629	[765, 304, 805, 318]
table-header: କ୍ର.ନଂ.	[15, 2008, 56, 2039]
mb-sig2: ମୟୂରଭଞ୍ଜ, ବାରିପଦା	[1391, 900, 1484, 913]
child-ad-title: ଜିଲ୍ଲା ଶିଶୁ ସୁରକ୍ଷା କାର୍ଯ୍ୟାଳୟ, କଟକ	[176, 1324, 742, 1370]
table-cell: ୧	[768, 1693, 836, 1711]
notice-mayurbhanj	[1128, 398, 1496, 922]
table-cell: Name and Address of the Officer Inviting Bid	[409, 727, 576, 756]
mb-body: ମୟୂରଭଞ୍ଜ ଜିଲ୍ଲାରେ ଅସ୍ଥାୟୀ ଭିତ୍ତିରେ ନିଯୁକ୍ତି ନିମନ୍ତେ ଯୋଗ୍ୟ ପ୍ରାର୍ଥୀମାନଙ୍କଠାରୁ ଆବେଦନ ପତ୍ର ଆହ୍ୱାନ କରାଯାଉଅଛି। ଆବେଦନ ପତ୍ର (Application Form) ସହିତ Resident Certificate ଓ Caste Certificate ପ୍ରମାଣପତ୍ର ସହ ଆବେଦନ ତାଙ୍କ ୦୬ା୦୩ା୨୦୧୭ରିଖ ସୁଦ୍ଧା Deputy Collector, Establishment, Collectorate, Mayurbhanj, At/PO- Baripada ଠିକଣାରେ ପହଞ୍ଚିବା ଆବଶ୍ୟକ। ଅଧିକ ତଥ୍ୟ ପାଇଁ ଜିଲ୍ଲା ୱେବସାଇଟ୍ www.mayurbhanj.nic.in ରେ ଦେଖନ୍ତୁ। ପ୍ରାର୍ଥୀମାନେ ସେମାନଙ୍କ (Permanent/Present Address) ରେ ଏ ସମ୍ବନ୍ଧରେ ପତ୍ର Regd./ Speed Post ମାଧ୍ୟମରେ ମଧ୍ୟ ପ୍ରେରଣ କରାଯାଇଛି।	[1138, 489, 1486, 679]
table-header-row	[15, 1591, 740, 1609]
table-cell: ପୁଅ	[987, 2143, 1043, 2161]
